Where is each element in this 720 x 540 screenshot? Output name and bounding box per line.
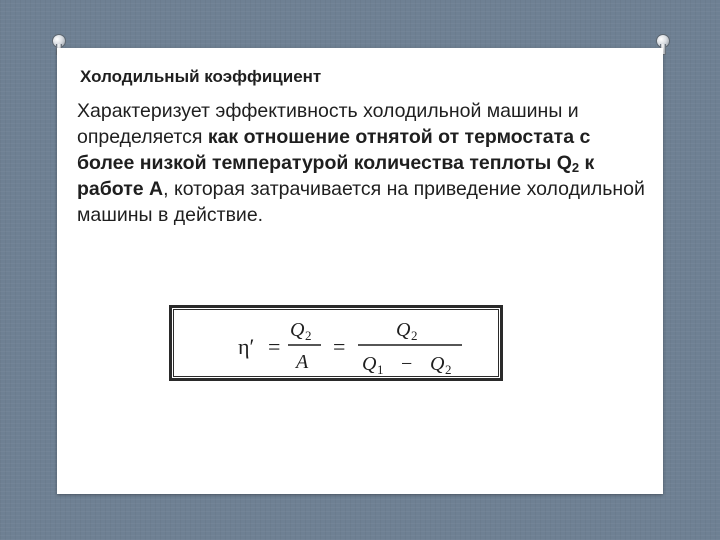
formula-minus: −	[401, 353, 413, 375]
formula-equals-1: =	[268, 334, 281, 359]
body-text-bold1: как отношение отнятой от термостата с более низкой температурой количества теплоты Q	[77, 126, 591, 174]
formula-box	[169, 305, 503, 381]
formula-frac1-numerator: Q	[290, 319, 305, 341]
formula-frac1-denominator: A	[296, 351, 309, 373]
formula-equals-2: =	[333, 334, 346, 359]
slide-body-text	[77, 98, 647, 228]
body-text-q-subscript: 2	[571, 160, 580, 175]
formula-frac1-numerator-sub: 2	[305, 328, 312, 343]
formula-frac2-numerator-sub: 2	[411, 328, 418, 343]
formula-frac2-denominator-q2: Q	[430, 353, 445, 375]
slide-heading: Холодильный коэффициент	[80, 67, 322, 86]
formula-frac2-denominator-q1-sub: 1	[377, 362, 384, 377]
formula-frac2-denominator-q1: Q	[362, 353, 377, 375]
body-text-part2: , которая затрачивается на приведение холодильной машины в действие.	[77, 178, 645, 226]
formula-frac2-numerator: Q	[396, 319, 411, 341]
body-text-part1: Характеризует эффективность холодильной машины и определяется	[77, 100, 579, 148]
formula-eta-prime: η′	[238, 334, 255, 359]
body-text-bold2: к работе А	[77, 152, 595, 200]
refrigeration-coefficient-formula	[172, 308, 506, 384]
formula-frac2-denominator-q2-sub: 2	[445, 362, 452, 377]
